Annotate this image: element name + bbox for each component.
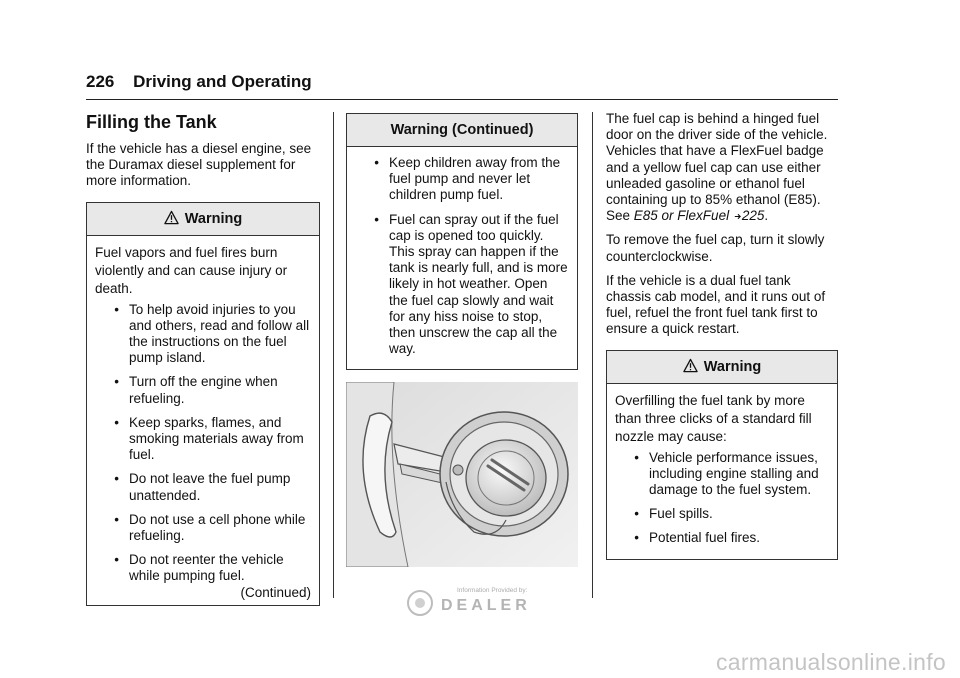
middle-column [346,113,578,370]
section-title: Driving and Operating [133,72,312,91]
fuel-cap-paragraph: The fuel cap is behind a hinged fuel door on the driver side of the vehicle. Vehicles that have a FlexFuel badge and a yellow fuel cap can use either unleaded gasoline or ethanol fuel containing up to 85% ethanol (E85). See E85 or FlexFuel 225. [606,111,828,224]
fuel-door-illustration [346,382,578,567]
warning-triangle-icon [164,210,179,225]
list-item: • Fuel spills. [634,506,713,522]
warning-header [607,351,837,384]
list-item: • Do not use a cell phone while refueling. [114,511,306,544]
list-item: • To help avoid injuries to you and others, read and follow all the instructions on the fuel pump island. [114,301,310,366]
warning-title: Warning [184,210,243,227]
list-item: • Fuel can spray out if the fuel cap is opened too quickly. This spray can happen if the tank is nearly full, and is more likely in hot weather. Open the fuel cap slowly and wait for any hiss noise to stop, then unscrew the cap all the way. [374,211,568,357]
dealer-wordmark: DEALER [441,597,531,614]
dual-tank-paragraph: If the vehicle is a dual fuel tank chassis cab model, and it runs out of fuel, refuel the front fuel tank first to ensure a quick restart. [606,272,826,337]
page-number: 226 [86,72,115,91]
warning-continued-box [346,113,578,370]
intro-paragraph: If the vehicle has a diesel engine, see the Duramax diesel supplement for more information. [86,141,312,189]
list-item: • Potential fuel fires. [634,530,761,546]
list-item: • Do not reenter the vehicle while pumping fuel. [114,552,284,584]
dealer-caption: Information Provided by: [457,587,528,594]
e85-flexfuel-link[interactable]: E85 or FlexFuel [633,208,730,224]
list-item: • Keep children away from the fuel pump and never let children pump fuel. [374,155,561,203]
list-item: • Turn off the engine when refueling. [114,374,278,406]
continued-label: (Continued) [240,584,311,600]
column-divider-right [592,112,593,598]
list-item: • Keep sparks, flames, and smoking materials away from fuel. [114,414,304,463]
warning-continued-header: Warning (Continued) [347,114,577,147]
dealer-logo [405,584,547,618]
fuel-door-image [346,382,578,567]
warning-title: Warning [703,358,762,375]
warning-text: Overfilling the fuel tank by more than three clicks of a standard fill nozzle may cause: [615,392,812,444]
overfill-warning-box [606,350,838,560]
page-ref-icon [733,212,742,221]
remove-cap-paragraph: To remove the fuel cap, turn it slowly counterclockwise. [606,232,825,264]
page-reference[interactable]: 225 [741,208,765,224]
site-watermark: carmanualsonline.info [715,649,946,675]
dealer-logo-graphic [405,584,547,618]
page-header [86,70,838,100]
warning-triangle-icon [683,358,698,373]
warning-text: Fuel vapors and fuel fires burn violently and can cause injury or death. [95,244,288,296]
warning-body [607,384,837,559]
right-column [606,111,838,560]
column-divider-left [333,112,334,598]
list-item: • Vehicle performance issues, including engine stalling and damage to the fuel system. [634,449,819,498]
section-heading: Filling the Tank [86,112,217,132]
warning-continued-body [347,147,577,369]
list-item: • Do not leave the fuel pump unattended. [114,471,291,503]
warning-header [87,203,319,236]
warning-box [86,202,320,606]
left-column [86,111,320,606]
warning-body [87,236,319,605]
